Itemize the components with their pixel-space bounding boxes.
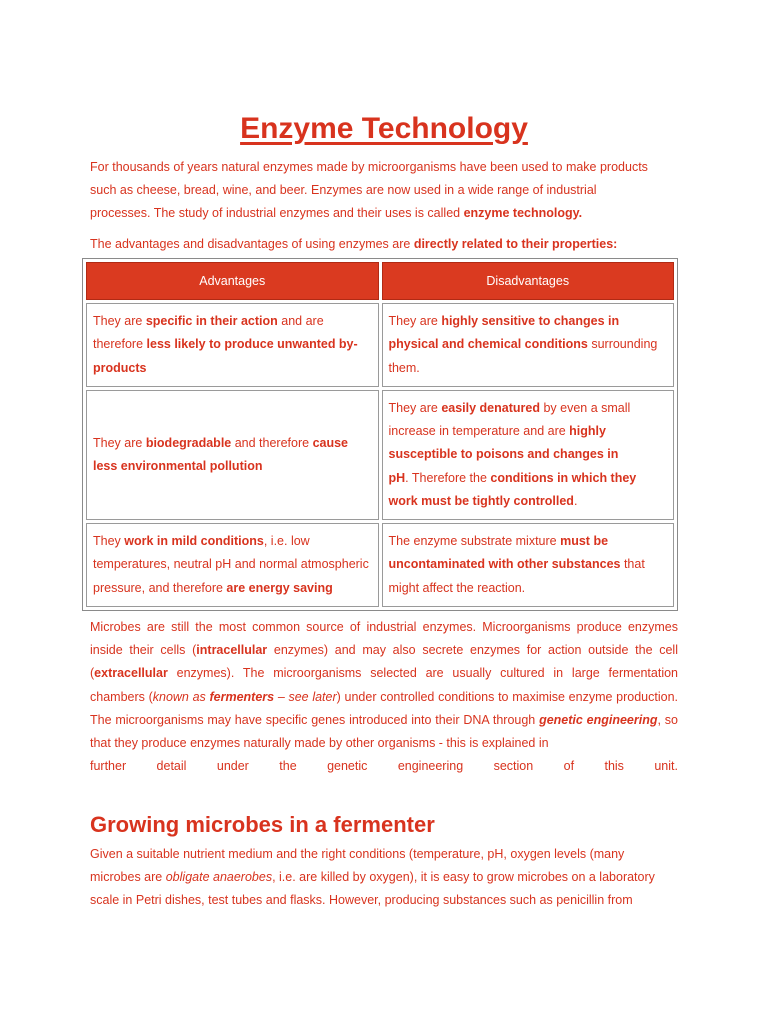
cell-text: increase in temperature and are [388,424,570,439]
term-extracellular: extracellular [94,666,168,681]
intro-line-2: such as cheese, bread, wine, and beer. Enzymes are now used in a wide range of industrial [90,183,597,198]
intro-paragraph [90,156,678,226]
cell-bold: uncontaminated with other substances [388,557,621,572]
paragraph-text: enzymes). The microorganisms selected are usually cultured in large fermentation chambers ( [90,666,678,704]
intro-line-3-bold: enzyme technology. [463,206,583,221]
term-obligate-anaerobes: obligate anaerobes [165,870,273,885]
microbes-last-line: further detail under the genetic engineering section of this unit. [90,759,678,774]
fermenter-paragraph [90,843,678,913]
cell-text: surrounding [587,337,658,352]
paragraph-italic: known as [152,689,210,704]
disadvantage-cell [382,303,675,387]
header-advantages: Advantages [86,262,379,300]
cell-bold: biodegradable [145,435,232,450]
table-row [86,390,674,520]
cell-text: The enzyme substrate mixture [388,534,561,549]
paragraph-text: , i.e. are killed by oxygen), it is easy to grow microbes on a laboratory scale in Petri dishes, test tubes and flasks. However, producing substances such as penicillin from [90,870,655,908]
cell-text: They are [93,314,146,329]
cell-text: by even a small [539,400,631,415]
microbes-paragraph [90,616,678,778]
cell-text: They [93,534,125,549]
cell-text: that [620,557,645,572]
paragraph-text: Given a suitable nutrient medium and the right conditions (temperature, pH, oxygen levels (many microbes are [90,847,625,885]
cell-text: They are [388,400,442,415]
paragraph-text: ) under controlled conditions to maximise enzyme production. The microorganisms may have specific genes introduced into their DNA through [90,689,678,727]
cell-text: . Therefore the [405,470,491,485]
intro-line-1: For thousands of years natural enzymes made by microorganisms have been used to make products [90,160,648,174]
cell-bold: cause [312,435,349,450]
cell-bold: easily denatured [441,400,540,415]
cell-text: and are [277,314,324,329]
term-genetic-engineering: genetic engineering [539,712,658,727]
cell-text: therefore [93,337,147,352]
cell-text: , i.e. low [263,534,310,549]
intro-line-3: processes. The study of industrial enzymes and their uses is called [90,206,464,221]
cell-text: them. [388,360,420,375]
cell-bold: specific in their action [145,314,278,329]
page-title: Enzyme Technology [240,112,528,145]
cell-bold: work must be tightly controlled [388,493,574,508]
cell-bold: conditions in which they [490,470,637,485]
cell-bold: are energy saving [226,580,333,595]
paragraph-text: enzymes) and may also secrete enzymes for action outside the cell ( [90,643,678,681]
cell-bold: highly sensitive to changes in [441,314,620,329]
cell-bold: pH [388,470,406,485]
term-intracellular: intracellular [196,643,268,658]
section-heading: Growing microbes in a fermenter [90,812,435,837]
cell-text: pressure, and therefore [93,580,227,595]
disadvantage-cell [382,523,675,607]
cell-bold: susceptible to poisons and changes in [388,447,619,462]
cell-text: They are [93,435,146,450]
cell-text: temperatures, neutral pH and normal atmospheric [93,557,369,572]
advantages-disadvantages-table [82,258,678,611]
table-row [86,523,674,607]
paragraph-text: Microbes are still the most common source of industrial enzymes. Microorganisms produce enzymes inside their cells ( [90,620,678,658]
cell-text: might affect the reaction. [388,580,526,595]
header-disadvantages: Disadvantages [382,262,675,300]
paragraph-italic: – see later [274,689,337,704]
cell-bold: highly [569,424,606,439]
cell-text: They are [388,314,442,329]
disadvantage-cell [382,390,675,520]
cell-bold: less environmental pollution [93,459,263,473]
term-fermenters: fermenters [209,689,275,704]
cell-text: . [573,493,578,508]
cell-bold: products [93,360,147,375]
cell-bold: must be [560,534,609,549]
advantages-intro-bold: directly related to their properties: [413,237,618,251]
advantage-cell [86,303,379,387]
cell-bold: less likely to produce unwanted by- [146,337,358,352]
advantage-cell [86,390,379,520]
paragraph-text: , so that they produce enzymes naturally made by other organisms - this is explained in [90,712,678,751]
cell-text: and therefore [231,435,313,450]
cell-bold: physical and chemical conditions [388,337,588,352]
cell-bold: work in mild conditions [124,534,264,549]
advantages-intro [90,233,678,256]
table-row [86,303,674,387]
advantage-cell [86,523,379,607]
advantages-intro-text: The advantages and disadvantages of using enzymes are [90,237,414,251]
